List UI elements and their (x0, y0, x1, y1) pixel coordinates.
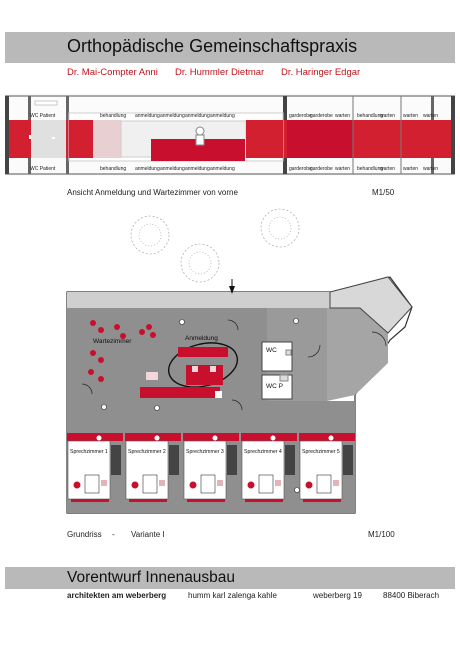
elevation-label-bottom: behandlung (100, 166, 127, 172)
elevation-label-top: warten (403, 113, 419, 119)
office-name: architekten am weberberg (67, 591, 167, 600)
elevation-label-top: behandlung (100, 113, 127, 119)
elevation-label-top: WC Patient (30, 113, 56, 119)
elevation-label-top: anmeldung (160, 113, 185, 119)
room-label-wc-p: WC P (266, 383, 283, 390)
doctor-name-1: Dr. Mai-Compter Anni (67, 67, 158, 78)
elevation-label-top: warten (380, 113, 396, 119)
room-label-reception: Anmeldung (185, 335, 218, 342)
consult-room-label: Sprechzimmer 2 (128, 449, 166, 455)
elevation-label-bottom: garderobe (289, 166, 312, 172)
consult-room-label: Sprechzimmer 3 (186, 449, 224, 455)
elevation-label-top: warten (423, 113, 439, 119)
elevation-label-bottom: warten (423, 166, 439, 172)
elevation-label-bottom: warten (403, 166, 419, 172)
office-street: weberberg 19 (313, 591, 362, 600)
elevation-label-bottom: garderobe (310, 166, 333, 172)
office-city: 88400 Biberach (383, 591, 440, 600)
room-label-waiting: Wartezimmer (93, 338, 132, 345)
elevation-drawing (5, 93, 455, 176)
footer-title: Vorentwurf Innenausbau (67, 569, 236, 586)
elevation-scale: M1/50 (372, 188, 395, 197)
elevation-label-top: garderobe (289, 113, 312, 119)
doctor-name-3: Dr. Haringer Edgar (281, 67, 361, 78)
elevation-label-bottom: behandlung (357, 166, 384, 172)
elevation-label-bottom: anmeldung (135, 166, 160, 172)
plan-caption-separator: - (112, 530, 115, 539)
elevation-label-top: garderobe (310, 113, 333, 119)
elevation-label-top: anmeldung (185, 113, 210, 119)
office-partners: humm karl zalenga kahle (188, 591, 277, 600)
elevation-label-bottom: warten (335, 166, 351, 172)
consult-room-label: Sprechzimmer 1 (70, 449, 108, 455)
elevation-caption: Ansicht Anmeldung und Wartezimmer von vorne (67, 188, 238, 197)
elevation-label-bottom: anmeldung (160, 166, 185, 172)
plan-scale: M1/100 (368, 530, 395, 539)
plan-caption-variant: Variante I (131, 530, 165, 539)
elevation-label-bottom: WC Patient (30, 166, 56, 172)
consult-room-label: Sprechzimmer 4 (244, 449, 282, 455)
elevation-label-top: warten (335, 113, 351, 119)
elevation-label-bottom: warten (380, 166, 396, 172)
elevation-label-top: anmeldung (210, 113, 235, 119)
tree-icon (131, 209, 299, 282)
elevation-label-top: behandlung (357, 113, 384, 119)
page-title: Orthopädische Gemeinschaftspraxis (67, 36, 358, 56)
floor-plan (0, 195, 460, 525)
elevation-label-bottom: anmeldung (185, 166, 210, 172)
elevation-label-top: anmeldung (135, 113, 160, 119)
consult-room-label: Sprechzimmer 5 (302, 449, 340, 455)
elevation-label-bottom: anmeldung (210, 166, 235, 172)
plan-caption: Grundriss (67, 530, 102, 539)
room-label-wc: WC (266, 347, 277, 354)
doctor-name-2: Dr. Hummler Dietmar (175, 67, 265, 78)
